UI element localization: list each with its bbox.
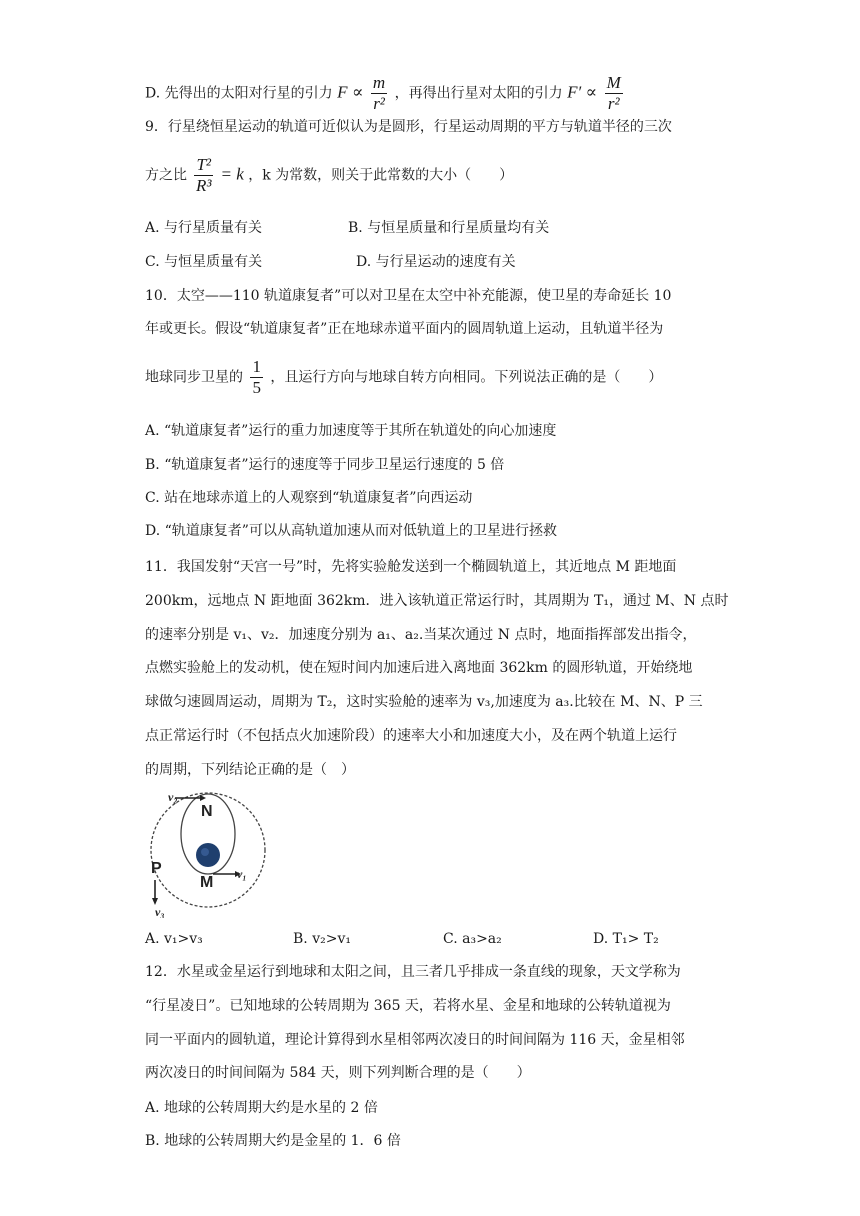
q10-stem-line1: 10．太空——110 轨道康复者”可以对卫星在太空中补充能源，使卫星的寿命延长 10 [145, 288, 672, 304]
q11-option-d[interactable]: D. T₁> T₂ [593, 931, 659, 947]
q11-stem-line3: 的速率分别是 v₁、v₂．加速度分别为 a₁、a₂.当某次通过 N 点时，地面指挥部发出指令， [145, 627, 697, 643]
q11-option-a[interactable]: A. v₁>v₃ [145, 931, 203, 947]
q12-stem-line4: 两次凌日的时间间隔为 584 天，则下列判断合理的是（ ） [145, 1065, 531, 1081]
q9-stem-prefix: 方之比 [145, 167, 187, 184]
q10-stem-line2: 年或更长。假设“轨道康复者”正在地球赤道平面内的圆周轨道上运动，且轨道半径为 [145, 321, 664, 337]
q10-option-b[interactable]: B. “轨道康复者”运行的速度等于同步卫星运行速度的 5 倍 [145, 457, 505, 473]
fraction-denominator: R³ [195, 176, 212, 195]
q12-option-b[interactable]: B. 地球的公转周期大约是金星的 1．6 倍 [145, 1133, 401, 1149]
point-p-label: P [151, 860, 162, 877]
q11-stem-line5: 球做匀速圆周运动，周期为 T₂，这时实验舱的速率为 v₃,加速度为 a₃.比较在 M、N、P 三 [145, 694, 703, 710]
fraction-m-over-r2 [371, 74, 387, 113]
velocity-v2-label: v₂ [168, 790, 178, 804]
q9-option-a[interactable]: A. 与行星质量有关 [145, 220, 263, 236]
fraction-numerator: 1 [252, 357, 261, 376]
q10-stem-line3 [145, 358, 662, 397]
q9-option-b[interactable]: B. 与恒星质量和行星质量均有关 [348, 220, 550, 236]
q11-stem-line7: 的周期，下列结论正确的是（ ） [145, 762, 355, 778]
q8-option-d-mid: ，再得出行星对太阳的引力 [394, 85, 563, 102]
fraction-numerator: m [372, 73, 386, 92]
velocity-v3-label: v₃ [155, 905, 165, 918]
fraction-denominator: 5 [252, 378, 261, 397]
proportional-symbol: ∝ [351, 82, 364, 102]
fraction-one-fifth [250, 358, 263, 397]
fraction-numerator: M [606, 73, 621, 92]
q9-option-c[interactable]: C. 与恒星质量有关 [145, 254, 263, 270]
q9-stem-suffix: ，k 为常数，则关于此常数的大小（ ） [248, 167, 514, 184]
orbit-diagram [145, 788, 275, 918]
q10-stem-suffix: ，且运行方向与地球自转方向相同。下列说法正确的是（ ） [270, 369, 663, 386]
q11-option-b[interactable]: B. v₂>v₁ [293, 931, 351, 947]
q9-option-d[interactable]: D. 与行星运动的速度有关 [356, 254, 516, 270]
point-m-label: M [200, 874, 214, 891]
velocity-v2-arrowhead [200, 795, 206, 801]
velocity-v1-label: v₁ [237, 867, 247, 881]
q12-option-a[interactable]: A. 地球的公转周期大约是水星的 2 倍 [145, 1100, 378, 1116]
q12-stem-line3: 同一平面内的圆轨道，理论计算得到水星相邻两次凌日的时间间隔为 116 天，金星相邻 [145, 1032, 685, 1048]
force-prime-symbol: F′ [567, 82, 582, 102]
q10-option-d[interactable]: D. “轨道康复者”可以从高轨道加速从而对低轨道上的卫星进行拯救 [145, 523, 557, 539]
q11-option-c[interactable]: C. a₃>a₂ [443, 931, 502, 947]
q10-option-a[interactable]: A. “轨道康复者”运行的重力加速度等于其所在轨道处的向心加速度 [145, 423, 557, 439]
proportional-symbol-2: ∝ [585, 82, 598, 102]
q11-stem-line2: 200km，远地点 N 距地面 362km．进入该轨道正常运行时，其周期为 T₁，通过 M、N 点时 [145, 593, 729, 609]
q12-stem-line1: 12．水星或金星运行到地球和太阳之间，且三者几乎排成一条直线的现象，天文学称为 [145, 964, 681, 980]
q11-stem-line4: 点燃实验舱上的发动机，使在短时间内加速后进入离地面 362km 的圆形轨道，开始绕地 [145, 660, 693, 676]
q9-stem-line2 [145, 156, 513, 195]
fraction-denominator: r² [373, 94, 385, 113]
point-n-label: N [201, 803, 213, 820]
force-symbol: F [337, 82, 348, 102]
fraction-numerator: T² [196, 155, 212, 174]
velocity-v3-arrowhead [152, 898, 158, 905]
q11-stem-line6: 点正常运行时（不包括点火加速阶段）的速率大小和加速度大小，及在两个轨道上运行 [145, 728, 677, 744]
q11-stem-line1: 11．我国发射“天宫一号”时，先将实验舱发送到一个椭圆轨道上，其近地点 M 距地面 [145, 559, 677, 575]
fraction-T2-over-R3 [194, 156, 213, 195]
fraction-denominator: r² [607, 94, 620, 113]
q12-stem-line2: “行星凌日”。已知地球的公转周期为 365 天，若将水星、金星和地球的公转轨道视为 [145, 998, 671, 1014]
earth-highlight [201, 848, 209, 856]
equals-k: = k [220, 164, 244, 184]
q9-stem-line1: 9．行星绕恒星运动的轨道可近似认为是圆形，行星运动周期的平方与轨道半径的三次 [145, 119, 672, 135]
q10-option-c[interactable]: C. 站在地球赤道上的人观察到“轨道康复者”向西运动 [145, 490, 473, 506]
q10-stem-prefix: 地球同步卫星的 [145, 369, 243, 386]
q8-option-d [145, 74, 626, 113]
q8-option-d-prefix: D. 先得出的太阳对行星的引力 [145, 85, 333, 102]
fraction-M-over-r2 [605, 74, 623, 113]
earth-planet-icon [196, 843, 220, 867]
